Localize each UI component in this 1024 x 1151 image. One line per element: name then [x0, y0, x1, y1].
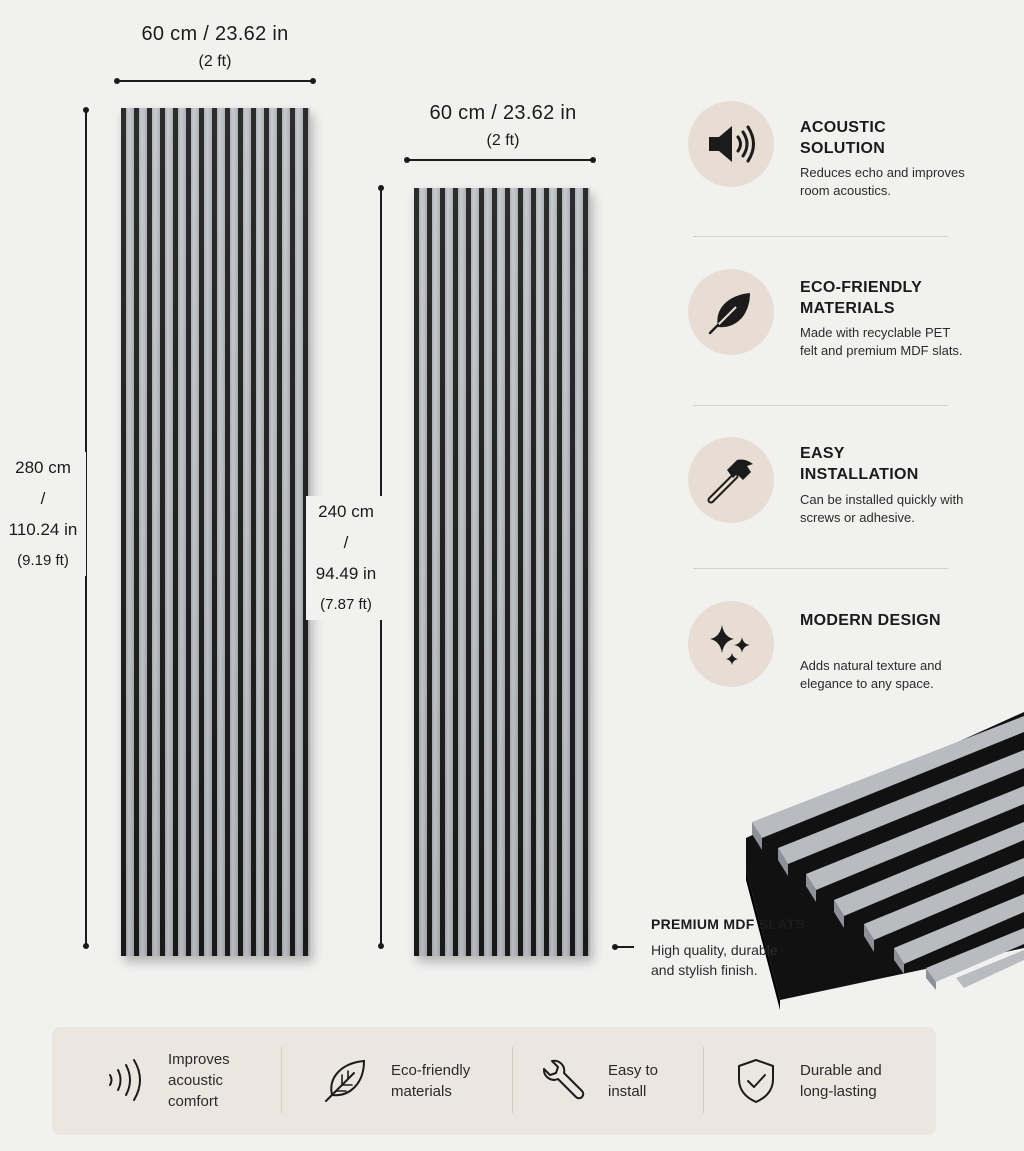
benefit-label: Eco-friendly materials — [391, 1062, 471, 1100]
height-feet: (7.87 ft) — [320, 596, 372, 613]
height-inches: 94.49 in — [315, 564, 377, 583]
feature-acoustic — [688, 100, 965, 210]
large-panel-width-line — [117, 80, 313, 82]
height-separator: / — [40, 489, 46, 508]
dimension-dot — [378, 943, 384, 949]
small-panel-width-label: 60 cm / 23.62 in — [429, 102, 577, 124]
feature-eco — [688, 268, 963, 388]
dimension-dot — [404, 157, 410, 163]
feature-title: ACOUSTIC SOLUTION — [800, 119, 886, 157]
height-metric: 280 cm — [15, 458, 71, 477]
benefit-item-acoustic — [52, 1027, 282, 1135]
large-panel-width-ft: (2 ft) — [198, 53, 232, 70]
feature-title: EASY INSTALLATION — [800, 445, 919, 483]
small-panel-height-label — [306, 496, 386, 620]
feature-description: Can be installed quickly with screws or adhesive. — [800, 492, 964, 525]
feature-icon-circle — [688, 601, 774, 687]
feature-title: MODERN DESIGN — [800, 612, 941, 629]
height-inches: 110.24 in — [8, 520, 78, 539]
small-panel-width-line — [407, 159, 593, 161]
small-panel-width-ft: (2 ft) — [486, 132, 520, 149]
benefit-label: Durable and long-lasting — [800, 1062, 882, 1100]
feature-icon-circle — [688, 437, 774, 523]
feature-description: Reduces echo and improves room acoustics. — [800, 165, 965, 198]
feature-divider — [693, 405, 948, 406]
large-panel-width-label: 60 cm / 23.62 in — [141, 23, 289, 45]
leaf-icon — [706, 287, 756, 337]
benefit-label: Easy to install — [608, 1062, 659, 1100]
leaf-icon — [322, 1057, 368, 1105]
sparkle-icon — [706, 619, 756, 669]
sound-waves-icon — [106, 1057, 150, 1103]
dimension-dot — [590, 157, 596, 163]
benefit-item-eco — [282, 1027, 512, 1135]
benefits-bar — [52, 1027, 936, 1135]
feature-divider — [693, 568, 948, 569]
dimension-dot — [83, 107, 89, 113]
feature-icon-circle — [688, 269, 774, 355]
height-metric: 240 cm — [318, 502, 374, 521]
small-acoustic-panel — [414, 188, 590, 956]
benefit-item-durable — [703, 1027, 936, 1135]
large-acoustic-panel — [121, 108, 310, 956]
dimension-dot — [114, 78, 120, 84]
feature-icon-circle — [688, 101, 774, 187]
dimension-dot — [378, 185, 384, 191]
hammer-icon — [705, 454, 757, 506]
speaker-icon — [705, 122, 757, 166]
callout-description: High quality, durable and stylish finish. — [651, 942, 778, 978]
benefit-item-install — [512, 1027, 702, 1135]
callout-pointer-dot — [612, 944, 618, 950]
feature-divider — [693, 236, 948, 237]
large-panel-height-label — [0, 452, 86, 576]
callout-title: PREMIUM MDF SLATS — [651, 916, 806, 932]
dimension-dot — [83, 943, 89, 949]
feature-design — [688, 600, 958, 715]
feature-description: Made with recyclable PET felt and premium MDF slats. — [800, 325, 963, 358]
benefit-label: Improves acoustic comfort — [168, 1051, 230, 1110]
feature-installation — [688, 436, 964, 546]
feature-title: ECO-FRIENDLY MATERIALS — [800, 279, 922, 317]
height-feet: (9.19 ft) — [17, 552, 69, 569]
shield-check-icon — [735, 1057, 777, 1105]
dimension-dot — [310, 78, 316, 84]
height-separator: / — [343, 533, 349, 552]
feature-description: Adds natural texture and elegance to any space. — [800, 658, 942, 691]
wrench-icon — [538, 1057, 586, 1105]
